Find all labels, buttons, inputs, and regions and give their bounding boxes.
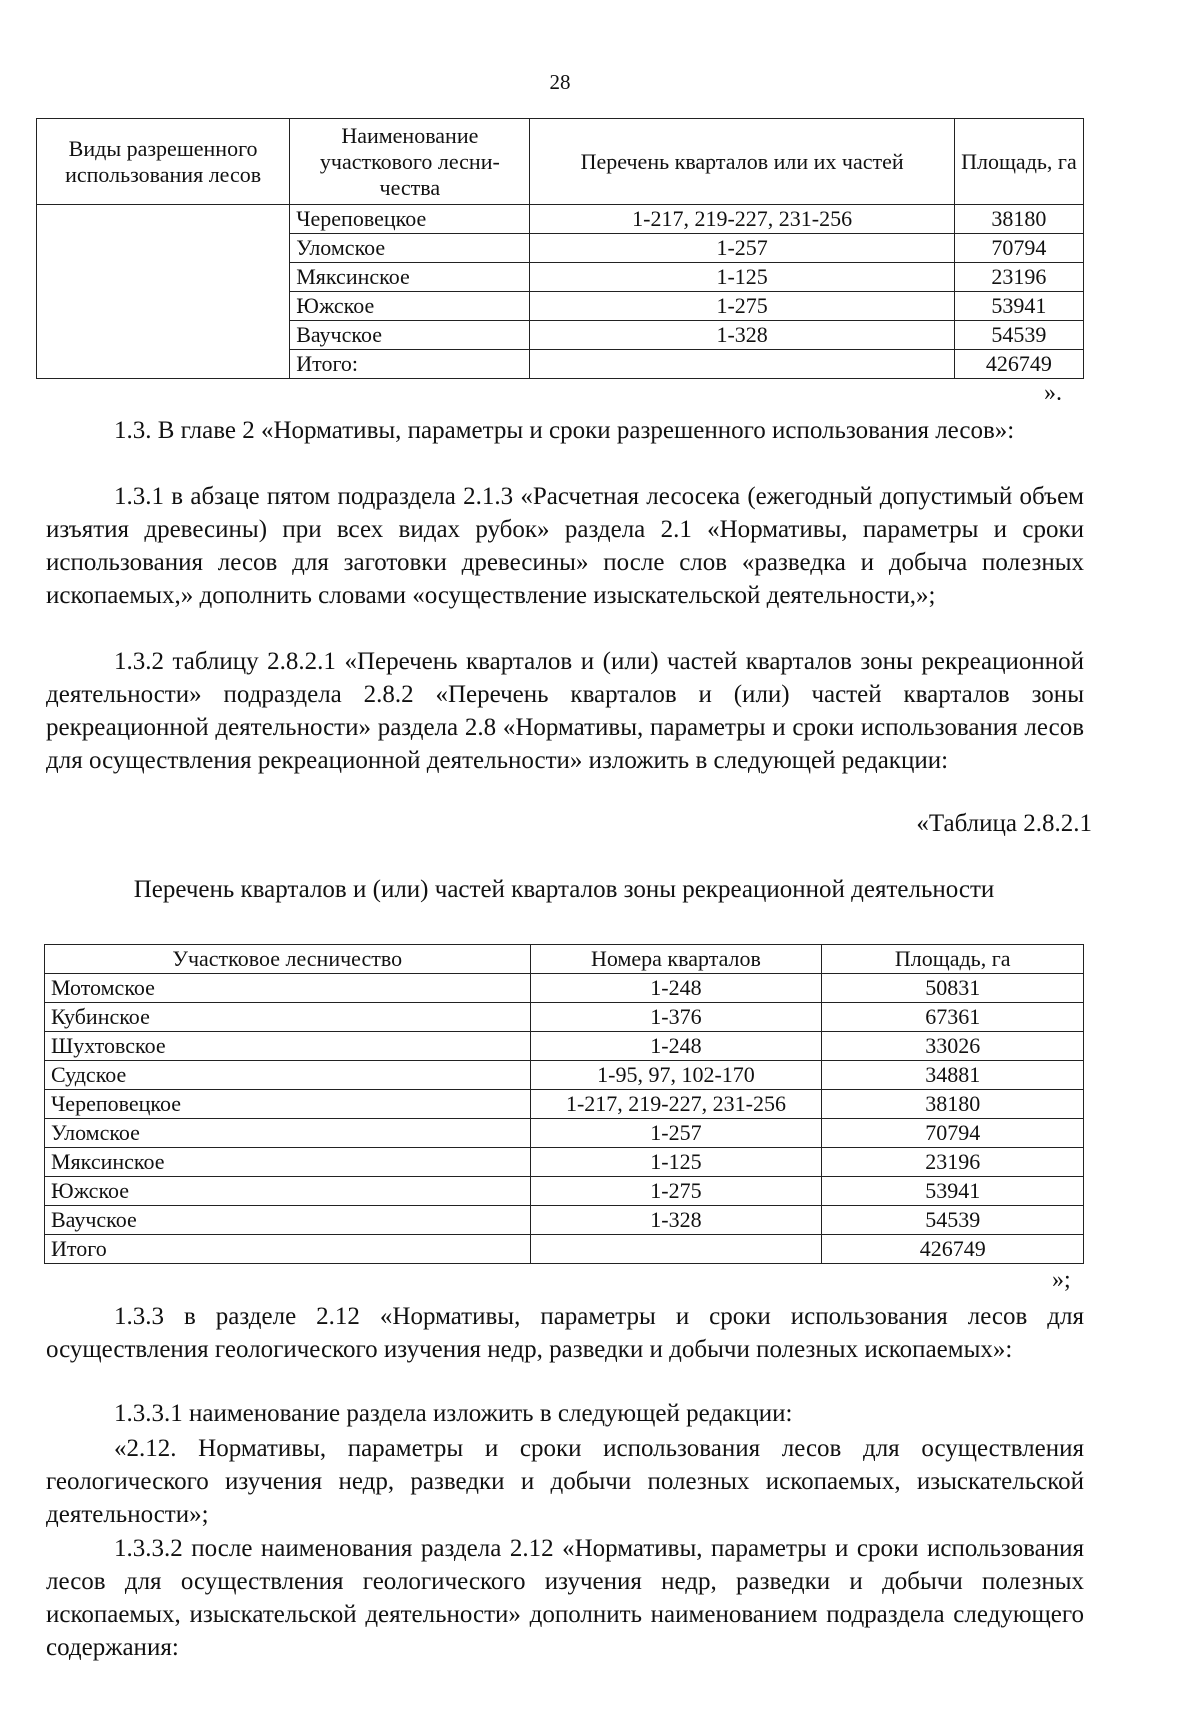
closing-quote: »; (1052, 1267, 1071, 1293)
total-quarters-cell (530, 1235, 822, 1264)
paragraph-1-3-3-2 (46, 1532, 1084, 1664)
quarters-cell: 1-376 (530, 1003, 822, 1032)
paragraph-text: 1.3. В главе 2 «Нормативы, параметры и сроки разрешенного использования лесов»: (114, 417, 1015, 444)
paragraph-quoted-section-title (46, 1432, 1084, 1531)
area-cell: 53941 (954, 292, 1083, 321)
paragraph-text: 1.3.3.1 наименование раздела изложить в следующей редакции: (114, 1400, 793, 1427)
paragraph-1-3-2 (46, 645, 1084, 777)
quarters-cell: 1-217, 219-227, 231-256 (530, 1090, 822, 1119)
forestry-name-cell: Мяксинское (290, 263, 530, 292)
quarters-cell: 1-275 (530, 1177, 822, 1206)
forestry-name-cell: Кубинское (45, 1003, 531, 1032)
area-cell: 38180 (822, 1090, 1084, 1119)
paragraph-text: 1.3.3 в разделе 2.12 «Нормативы, параметры и сроки использования лесов для осуществления геологического изучения недр, разведки и добычи полезных ископаемых»: (46, 1303, 1084, 1363)
table-row (45, 1206, 1084, 1235)
header-use-type: Виды разрешенного использования лесов (37, 119, 290, 205)
quarters-cell: 1-95, 97, 102-170 (530, 1061, 822, 1090)
forestry-name-cell: Уломское (290, 234, 530, 263)
table-row (45, 1148, 1084, 1177)
quarters-cell: 1-257 (530, 234, 954, 263)
area-cell: 50831 (822, 974, 1084, 1003)
table-total-row (45, 1235, 1084, 1264)
quarters-cell: 1-328 (530, 321, 954, 350)
closing-quote: ». (1044, 380, 1062, 406)
area-cell: 34881 (822, 1061, 1084, 1090)
paragraph-1-3-1 (46, 480, 1084, 612)
page-number: 28 (549, 70, 571, 94)
table-row (37, 205, 1084, 234)
table-row (45, 1061, 1084, 1090)
area-cell: 67361 (822, 1003, 1084, 1032)
quarters-cell: 1-217, 219-227, 231-256 (530, 205, 954, 234)
forestry-name-cell: Череповецкое (290, 205, 530, 234)
table-caption: «Таблица 2.8.2.1 (916, 810, 1092, 837)
table-row (45, 1090, 1084, 1119)
quarters-cell: 1-125 (530, 1148, 822, 1177)
table-title: Перечень кварталов и (или) частей кварталов зоны рекреационной деятельности (133, 876, 995, 903)
quarters-cell: 1-328 (530, 1206, 822, 1235)
table-row (45, 1177, 1084, 1206)
area-cell: 70794 (822, 1119, 1084, 1148)
forestry-name-cell: Ваучское (45, 1206, 531, 1235)
quarters-cell: 1-248 (530, 974, 822, 1003)
forestry-name-cell: Череповецкое (45, 1090, 531, 1119)
recreation-zone-table (44, 944, 1084, 1264)
paragraph-text: 1.3.1 в абзаце пятом подраздела 2.1.3 «Расчетная лесосека (ежегодный допустимый объем изъятия древесины) при всех видах рубок» раздела 2.1 «Нормативы, параметры и сроки использования лесов для заготовки древесины» после слов «разведка и добыча полезных ископаемых,» дополнить словами «осуществление изыскательской деятельности,»; (46, 483, 1084, 609)
paragraph-1-3 (46, 414, 1084, 447)
forestry-name-cell: Мотомское (45, 974, 531, 1003)
header-area: Площадь, га (954, 119, 1083, 205)
paragraph-1-3-3 (46, 1300, 1084, 1366)
header-area: Площадь, га (822, 945, 1084, 974)
forestry-name-cell: Уломское (45, 1119, 531, 1148)
forestry-name-cell: Ваучское (290, 321, 530, 350)
forestry-name-cell: Судское (45, 1061, 531, 1090)
header-quarter-numbers: Номера кварталов (530, 945, 822, 974)
forestry-name-cell: Южское (45, 1177, 531, 1206)
forestry-name-cell: Мяксинское (45, 1148, 531, 1177)
paragraph-1-3-3-1 (46, 1397, 1084, 1430)
quarters-cell: 1-275 (530, 292, 954, 321)
area-cell: 54539 (954, 321, 1083, 350)
paragraph-text: 1.3.2 таблицу 2.8.2.1 «Перечень кварталов и (или) частей кварталов зоны рекреационной деятельности» подраздела 2.8.2 «Перечень кварталов и (или) частей кварталов зоны рекреационной деятельности» раздела 2.8 «Нормативы, параметры и сроки использования лесов для осуществления рекреационной деятельности» изложить в следующей редакции: (46, 648, 1084, 774)
paragraph-text: 1.3.3.2 после наименования раздела 2.12 «Нормативы, параметры и сроки использования лесов для осуществления геологического изучения недр, разведки и добычи полезных ископаемых, изыскательской деятельности» дополнить наименованием подраздела следующего содержания: (46, 1535, 1084, 1661)
total-quarters-cell (530, 350, 954, 379)
table-row (45, 974, 1084, 1003)
total-area-cell: 426749 (954, 350, 1083, 379)
total-label-cell: Итого: (290, 350, 530, 379)
area-cell: 54539 (822, 1206, 1084, 1235)
area-cell: 70794 (954, 234, 1083, 263)
table-row (45, 1003, 1084, 1032)
area-cell: 23196 (954, 263, 1083, 292)
area-cell: 38180 (954, 205, 1083, 234)
quarters-cell: 1-257 (530, 1119, 822, 1148)
header-forestry-name: Наименование участкового лесни-чества (290, 119, 530, 205)
use-type-cell (37, 205, 290, 379)
area-cell: 23196 (822, 1148, 1084, 1177)
table-header-row (37, 119, 1084, 205)
table-header-row (45, 945, 1084, 974)
quarters-cell: 1-125 (530, 263, 954, 292)
area-cell: 53941 (822, 1177, 1084, 1206)
forestry-name-cell: Шухтовское (45, 1032, 531, 1061)
forest-use-table (36, 118, 1084, 379)
paragraph-text: «2.12. Нормативы, параметры и сроки использования лесов для осуществления геологического изучения недр, разведки и добычи полезных ископаемых, изыскательской деятельности»; (46, 1435, 1084, 1528)
header-forestry: Участковое лесничество (45, 945, 531, 974)
total-label-cell: Итого (45, 1235, 531, 1264)
total-area-cell: 426749 (822, 1235, 1084, 1264)
forestry-name-cell: Южское (290, 292, 530, 321)
area-cell: 33026 (822, 1032, 1084, 1061)
table-row (45, 1032, 1084, 1061)
table-row (45, 1119, 1084, 1148)
header-quarters-list: Перечень кварталов или их частей (530, 119, 954, 205)
quarters-cell: 1-248 (530, 1032, 822, 1061)
